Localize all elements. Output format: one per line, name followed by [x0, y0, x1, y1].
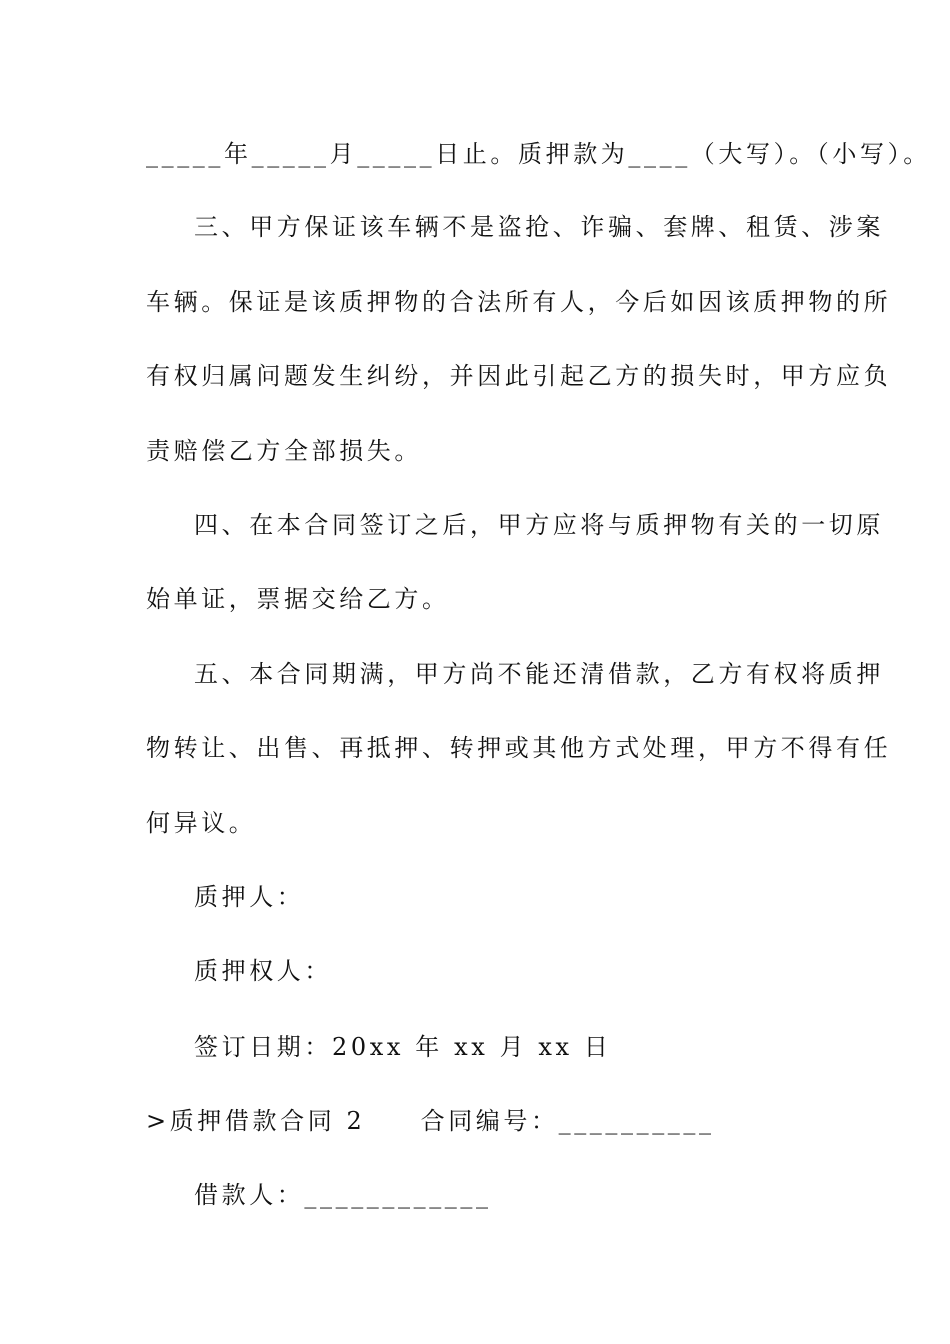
- clause-4-line-1: 四、在本合同签订之后，甲方应将与质押物有关的一切原: [194, 511, 884, 539]
- signing-date: 签订日期：20xx 年 xx 月 xx 日: [194, 1033, 612, 1061]
- pledgee-label: 质押权人：: [194, 957, 332, 985]
- clause-3-line-3: 有权归属问题发生纠纷，并因此引起乙方的损失时，甲方应负: [146, 362, 892, 390]
- clause-5-line-1: 五、本合同期满，甲方尚不能还清借款，乙方有权将质押: [194, 660, 884, 688]
- borrower-label: 借款人：____________: [194, 1181, 492, 1209]
- clause-4-line-2: 始单证，票据交给乙方。: [146, 585, 450, 613]
- contract-2-heading: >质押借款合同 2 合同编号：__________: [146, 1107, 715, 1135]
- clause-3-line-2: 车辆。保证是该质押物的合法所有人，今后如因该质押物的所: [146, 288, 892, 316]
- clause-3-line-4: 责赔偿乙方全部损失。: [146, 437, 422, 465]
- clause-5-line-2: 物转让、出售、再抵押、转押或其他方式处理，甲方不得有任: [146, 734, 892, 762]
- text-line-term-end: _____年_____月_____日止。质押款为____（大写）。（小写）。: [146, 140, 931, 168]
- clause-3-line-1: 三、甲方保证该车辆不是盗抢、诈骗、套牌、租赁、涉案: [194, 213, 884, 241]
- clause-5-line-3: 何异议。: [146, 809, 257, 837]
- pledgor-label: 质押人：: [194, 883, 305, 911]
